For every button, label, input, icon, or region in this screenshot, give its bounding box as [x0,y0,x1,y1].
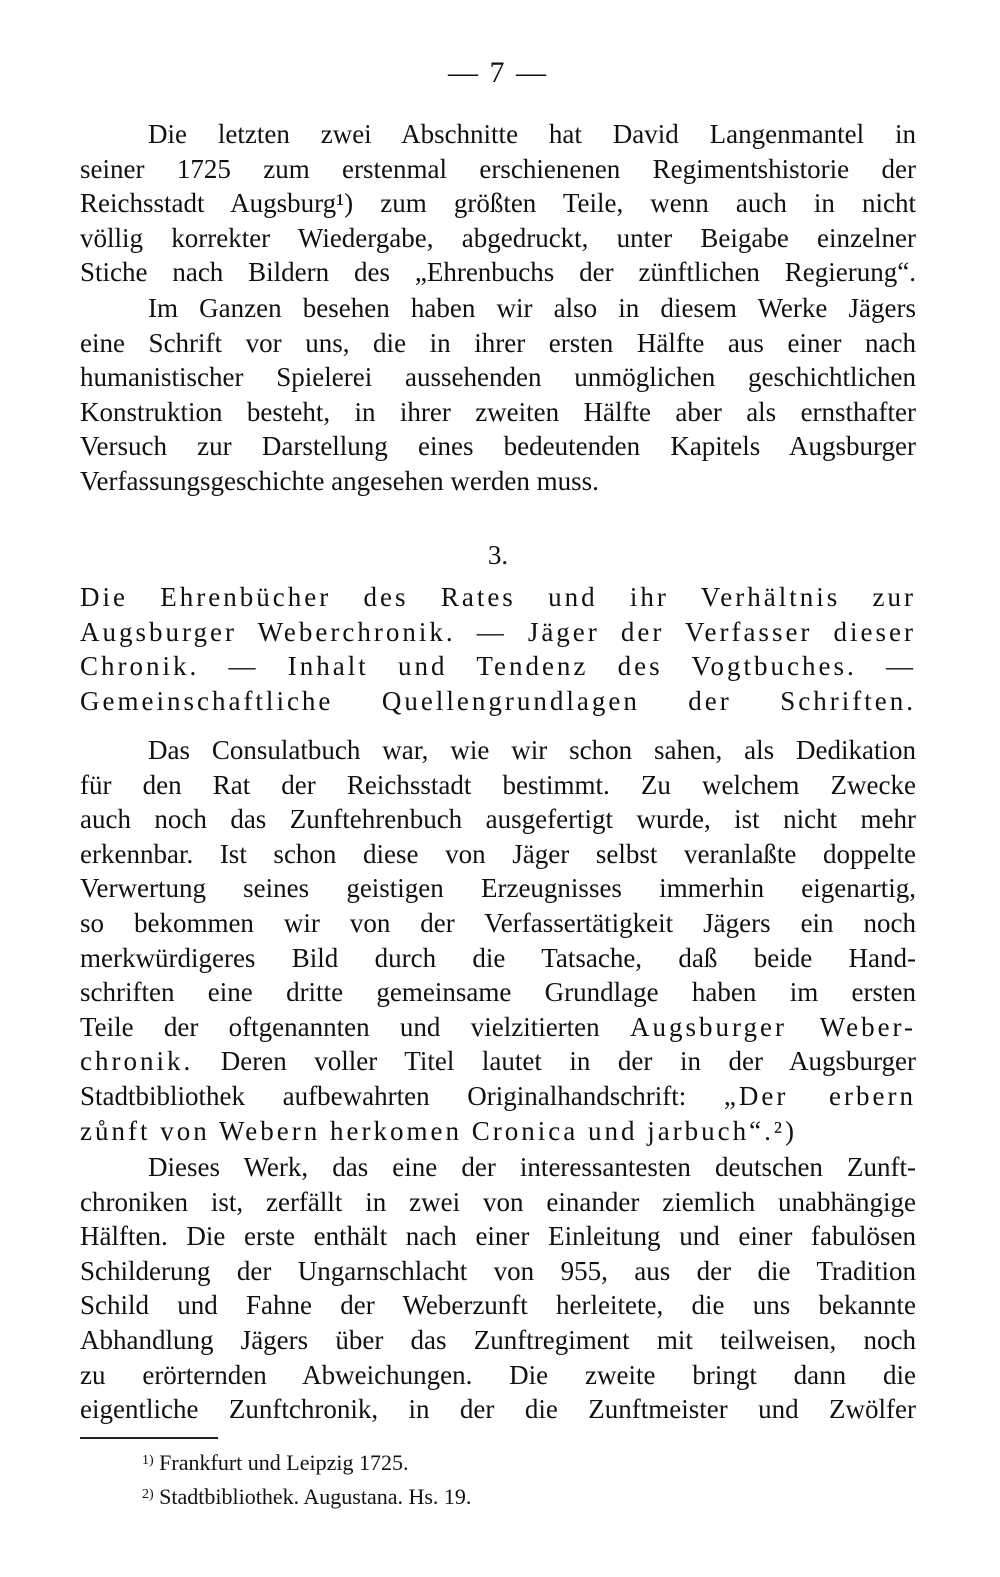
text-line: Das Consulatbuch war, wie wir schon sahen, als Dedikation [148,735,916,765]
text-line: Verwertung seines geistigen Erzeugnisses immerhin eigenartig, [80,873,916,904]
text-line: für den Rat der Reichsstadt bestimmt. Zu welchem Zwecke [80,769,916,800]
spaced-title-text: Augsburger Weber- [629,1011,917,1042]
text-line: Versuch zur Darstellung eines bedeutenden Kapitels Augsburger [80,431,916,462]
section-heading [80,580,916,718]
paragraph-1 [80,117,916,290]
spaced-title-text: „Der erbern [723,1080,916,1111]
text-line: völlig korrekter Wiedergabe, abgedruckt, unter Beigabe einzelner [80,222,916,253]
text-line: seiner 1725 zum erstenmal erschienenen Regimentshistorie der [80,153,916,184]
text-line: Die letzten zwei Abschnitte hat David Langenmantel in [148,119,916,149]
paragraph-2 [80,291,916,499]
text-line: Schild und Fahne der Weberzunft herleitete, die uns bekannte [80,1290,916,1321]
text-line: Konstruktion besteht, in ihrer zweiten Hälfte aber als ernsthafter [80,396,916,427]
heading-line: Chronik. — Inhalt und Tendenz des Vogtbuches. — [80,651,916,682]
text-line: Reichsstadt Augsburg¹) zum größten Teile, wenn auch in nicht [80,188,916,219]
spaced-title-text: zůnft von Webern herkomen Cronica und jarbuch“.²) [80,1115,797,1146]
text-line: Hälften. Die erste enthält nach einer Einleitung und einer fabulösen [80,1221,916,1252]
footnote-marker: 1) [142,1453,154,1468]
footnote-divider [80,1437,218,1439]
text-line: Verfassungsgeschichte angesehen werden muss. [80,465,599,496]
text-line [80,1079,916,1114]
spaced-title-text: chronik. [80,1046,194,1077]
text-line: Dieses Werk, das eine der interessantesten deutschen Zunft- [148,1152,916,1182]
text-line: Stiche nach Bildern des „Ehrenbuchs der zünftlichen Regierung“. [80,257,916,288]
text-line: merkwürdigeres Bild durch die Tatsache, daß beide Hand- [80,942,916,973]
text-line [80,1114,916,1149]
text-line: so bekommen wir von der Verfassertätigkeit Jägers ein noch [80,907,916,938]
heading-line: Gemeinschaftliche Quellengrundlagen der Schriften. [80,685,916,716]
text-line: schriften eine dritte gemeinsame Grundlage haben im ersten [80,977,916,1008]
text-fragment: Teile der oftgenannten und vielzitierten [80,1011,600,1042]
section-number: 3. [487,540,509,570]
heading-line: Die Ehrenbücher des Rates und ihr Verhältnis zur [80,582,916,612]
text-line: auch noch das Zunftehrenbuch ausgefertigt wurde, ist nicht mehr [80,804,916,835]
text-fragment: Deren voller Titel lautet in der in der Augsburger [220,1046,917,1077]
text-line: chroniken ist, zerfällt in zwei von einander ziemlich unabhängige [80,1186,916,1217]
text-line [80,1010,916,1045]
text-line: eine Schrift vor uns, die in ihrer ersten Hälfte aus einer nach [80,327,916,358]
text-line: erkennbar. Ist schon diese von Jäger selbst veranlaßte doppelte [80,838,916,869]
text-line: humanistischer Spielerei aussehenden unmöglichen geschichtlichen [80,362,916,393]
footnote-1 [142,1446,471,1480]
footnote-text: Stadtbibliothek. Augustana. Hs. 19. [159,1484,472,1509]
heading-line: Augsburger Weberchronik. — Jäger der Verfasser dieser [80,616,916,647]
text-line: Abhandlung Jägers über das Zunftregiment mit teilweisen, noch [80,1324,916,1355]
footnote-2 [142,1480,471,1514]
text-line: Im Ganzen besehen haben wir also in diesem Werke Jägers [148,293,916,323]
paragraph-4 [80,1150,916,1427]
text-fragment: Stadtbibliothek aufbewahrten Originalhandschrift: [80,1080,687,1111]
footnotes [142,1446,471,1514]
text-line: Schilderung der Ungarnschlacht von 955, aus der die Tradition [80,1255,916,1286]
text-line: zu erörternden Abweichungen. Die zweite bringt dann die [80,1359,916,1390]
footnote-marker: 2) [142,1487,154,1502]
footnote-text: Frankfurt und Leipzig 1725. [159,1450,409,1475]
document-page [80,0,916,1577]
text-line [80,1044,916,1079]
paragraph-3 [80,733,916,1148]
text-line: eigentliche Zunftchronik, in der die Zunftmeister und Zwölfer [80,1394,916,1425]
page-number: — 7 — [448,56,548,89]
